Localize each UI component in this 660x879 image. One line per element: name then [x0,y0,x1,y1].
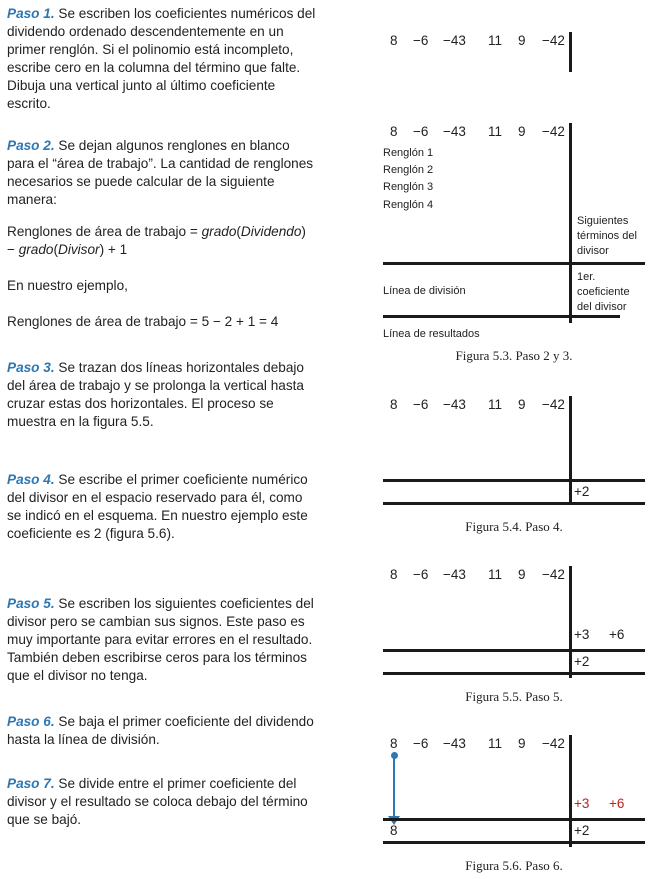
paso-2-paragraph [7,137,319,209]
formula-part: ) + 1 [99,242,128,257]
formula-part: − [7,242,19,257]
figure-5-6 [380,728,650,856]
coef-4: 11 [488,567,503,582]
example-calc: Renglones de área de trabajo = 5 − 2 + 1 = 4 [7,314,279,329]
brought-down-coef: 8 [390,823,398,838]
result-line [383,841,645,844]
siguientes-label-3: divisor [577,245,609,257]
paso-1-text: Se escriben los coeficientes numéricos del dividendo ordenado descendentemente en un primer renglón. Si el polinomio está incompleto, escribe cero en la columna del término que falte. Dibuja una vertical junto al último coeficiente escrito. [7,6,316,111]
coef-4: 11 [488,124,503,139]
coef-1: 8 [390,33,398,48]
division-line [383,818,645,821]
siguientes-label-1: Siguientes [577,215,629,227]
caption-5-6: Figura 5.6. Paso 6. [465,858,563,873]
coef-3: −43 [443,567,466,582]
siguientes-label-2: términos del [577,230,637,242]
coef-5: 9 [518,736,526,751]
paso-5-text: Se escriben los siguientes coeficientes del divisor pero se cambian sus signos. Este paso es muy importante para evitar errores en el resultado. También deben escribirse ceros para los términos que el divisor no tenga. [7,596,314,683]
coef-1: 8 [390,124,398,139]
formula-part: grado [201,224,237,239]
renglon-1: Renglón 1 [383,147,434,159]
paso-3-paragraph [7,359,319,431]
paso-6-label: Paso 6. [7,714,55,729]
paso-7-text: Se divide entre el primer coeficiente del divisor y el resultado se coloca debajo del término que se bajó. [7,776,308,827]
divisor-first-coef: +2 [574,654,590,669]
vertical-line [569,32,572,72]
paso-7-paragraph [7,775,319,829]
caption-5-4: Figura 5.4. Paso 4. [465,519,563,534]
formula-part: grado [18,242,54,257]
result-line [383,672,645,675]
paso-1-paragraph [7,5,319,113]
formula-part: ( [236,224,241,239]
division-line [383,262,645,265]
coef-1: 8 [390,736,398,751]
paso-4-paragraph [7,471,319,543]
division-line [383,479,645,482]
result-line [383,502,645,505]
coef-6: −42 [542,124,565,139]
vertical-line [569,396,572,504]
primer-coef-label-2: coeficiente [577,286,630,298]
formula-part: ) [301,224,306,239]
figure-5-5 [380,559,650,679]
coef-1: 8 [390,397,398,412]
coef-2: −6 [413,736,429,751]
paso-5-paragraph [7,595,319,685]
paso-4-label: Paso 4. [7,472,55,487]
figure-paso-1 [380,25,650,75]
divisor-coef-3: +3 [574,796,590,811]
coef-2: −6 [413,567,429,582]
vertical-line [569,123,572,323]
coef-6: −42 [542,567,565,582]
renglon-2: Renglón 2 [383,164,434,176]
paso-6-text: Se baja el primer coeficiente del dividendo hasta la línea de división. [7,714,314,747]
vertical-line [569,566,572,678]
renglon-3: Renglón 3 [383,181,434,193]
divisor-coef-3: +3 [574,627,590,642]
paso-7-label: Paso 7. [7,776,55,791]
coef-4: 11 [488,397,503,412]
divisor-first-coef: +2 [574,484,590,499]
divisor-coef-6: +6 [609,627,625,642]
coef-6: −42 [542,736,565,751]
paso-2-label: Paso 2. [7,138,55,153]
formula-part: ( [53,242,59,257]
paso-3-label: Paso 3. [7,360,55,375]
coef-2: −6 [413,397,429,412]
formula-part: Divisor [58,242,100,257]
coef-4: 11 [488,33,503,48]
coef-3: −43 [443,736,466,751]
coef-5: 9 [518,397,526,412]
coef-3: −43 [443,124,466,139]
paso-2-text: Se dejan algunos renglones en blanco para el “área de trabajo”. La cantidad de renglones necesarios se puede calcular de la siguiente manera: [7,138,314,207]
renglon-4: Renglón 4 [383,199,434,211]
divisor-first-coef: +2 [574,823,590,838]
caption-5-3: Figura 5.3. Paso 2 y 3. [455,348,573,363]
formula-part: Dividendo [240,224,302,239]
coef-6: −42 [542,33,565,48]
divisor-coef-6: +6 [609,796,625,811]
bring-down-arrow [393,756,395,817]
formula [7,223,319,259]
coef-5: 9 [518,33,526,48]
coef-5: 9 [518,567,526,582]
coef-4: 11 [488,736,503,751]
division-line [383,649,645,652]
linea-division-label: Línea de división [383,285,466,297]
caption-5-5: Figura 5.5. Paso 5. [465,689,563,704]
figure-5-3 [380,117,650,347]
coef-5: 9 [518,124,526,139]
coef-2: −6 [413,124,429,139]
coef-3: −43 [443,397,466,412]
coef-3: −43 [443,33,466,48]
paso-3-text: Se trazan dos líneas horizontales debajo del área de trabajo y se prolonga la vertical hasta cruzar estas dos horizontales. El proceso se muestra en la figura 5.5. [7,360,304,429]
figure-5-4 [380,389,650,509]
formula-part: Renglones de área de trabajo = [7,224,202,239]
paso-4-text: Se escribe el primer coeficiente numérico del divisor en el espacio reservado para él, como se indicó en el esquema. En nuestro ejemplo este coeficiente es 2 (figura 5.6). [7,472,308,541]
result-line [383,315,620,318]
example-intro: En nuestro ejemplo, [7,278,128,293]
paso-5-label: Paso 5. [7,596,55,611]
coef-1: 8 [390,567,398,582]
paso-6-paragraph [7,713,319,749]
primer-coef-label-3: del divisor [577,301,627,313]
vertical-line [569,735,572,847]
linea-resultados-label: Línea de resultados [383,328,480,340]
primer-coef-label-1: 1er. [577,271,596,283]
coef-6: −42 [542,397,565,412]
coef-2: −6 [413,33,429,48]
paso-1-label: Paso 1. [7,6,55,21]
